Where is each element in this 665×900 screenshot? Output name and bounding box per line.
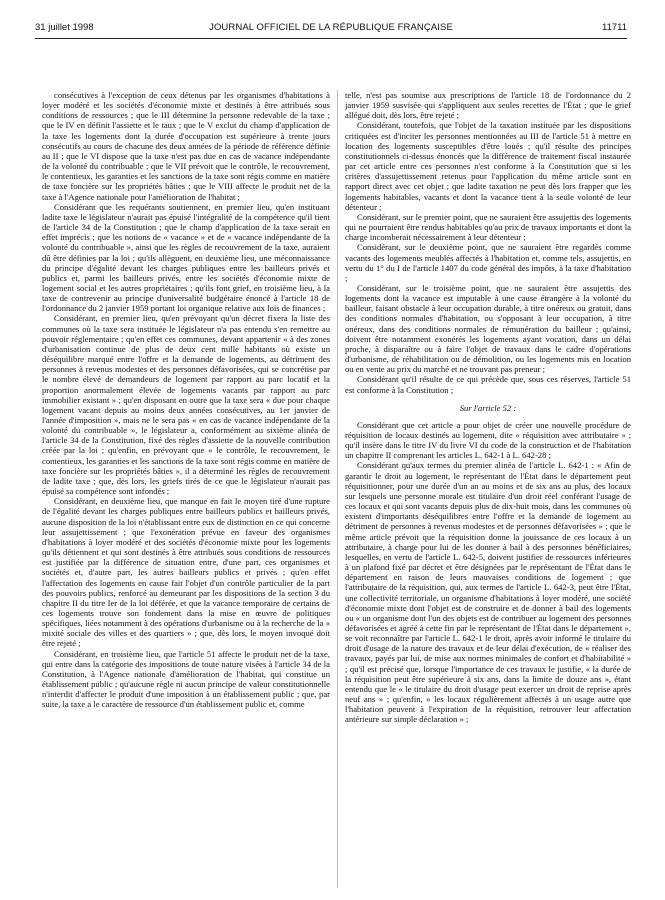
section-heading: Sur l'article 52 : — [459, 402, 517, 413]
paragraph: Considérant, sur le deuxième point, que ne sauraient être regardés comme vacants des logements meublés affectés à l'habitation et, comme tels, assujettis, en vertu du 1° du I de l'article 1407 du code général des impôts, à la taxe d'habitation ; — [345, 242, 631, 283]
paragraph: telle, n'est pas soumise aux prescriptions de l'article 18 de l'ordonnance du 2 janvier 1959 susvisée qui s'appliquent aux seules recettes de l'État ; que le grief allégué doit, dès lors, être rejeté ; — [345, 90, 631, 121]
paragraph: Considérant que les requérants soutiennent, en premier lieu, qu'en instituant ladite taxe le législateur n'aurait pas épuisé l'intégralité de la compétence qu'il tient de l'article 34 de la Constitution ; que le champ d'application de la taxe serait en effet imprécis ; que les notions de « vacance » et de « vacance indépendante de la volonté du contribuable », ainsi que les règles de recouvrement de la taxe, auraient dû être définies par la loi ; qu'ils allèguent, en deuxième lieu, une méconnaissance du principe d'égalité devant les charges publiques entre les bailleurs privés et publics et, parmi les bailleurs privés, entre les sociétés d'économie mixte de logement social et les autres propriétaires ; qu'ils font grief, en troisième lieu, à la taxe de contrevenir au principe d'universalité budgétaire énoncé à l'article 18 de l'ordonnance du 2 janvier 1959 portant loi organique relative aux lois de finances ; — [42, 201, 330, 314]
paragraph: Considérant, en deuxième lieu, que manque en fait le moyen tiré d'une rupture de l'égalité devant les charges publiques entre bailleurs publics et bailleurs privés, aucune disposition de la loi n'établissant entre eux de distinction en ce qui concerne leur assujettissement ; que l'exonération prévue en faveur des organismes d'habitations à loyer modéré et des sociétés d'économie mixte pour les logements qu'ils détiennent et qui sont destinés à être attribués sous conditions de ressources est justifiée par la différence de situation entre, d'une part, ces organismes et sociétés et, d'autre part, les autres bailleurs publics et privés ; qu'en effet l'affectation des logements en cause fait l'objet d'un contrôle particulier de la part des pouvoirs publics, renforcé au demeurant par les dispositions de la section 3 du chapitre II du titre Ier de la loi déférée, et que la vacance temporaire de certains de ces logements trouve son fondement dans la mise en œuvre de politiques spécifiques, liées notamment à des opérations d'urbanisme ou à la recherche de la « mixité sociale des villes et des quartiers » ; que, dès lors, le moyen invoqué doit être rejeté ; — [42, 496, 330, 649]
paragraph: consécutives à l'exception de ceux détenus par les organismes d'habitations à loyer modéré et les sociétés d'économie mixte et destinés à être attribués sous conditions de ressources ; que le III détermine la personne redevable de la taxe ; que le IV en définit l'assiette et le taux ; que le V exclut du champ d'application de la taxe les logements dont la durée d'occupation est supérieure à trente jours consécutifs au cours de chacune des deux années de la période de référence définie au II ; que le VI dispose que la taxe n'est pas due en cas de vacance indépendante de la volonté du contribuable ; que le VII prévoit que le contrôle, le recouvrement, le contentieux, les garanties et les sanctions de la taxe sont régis comme en matière de taxe foncière sur les propriétés bâties ; que le VIII affecte le produit net de la taxe à l'Agence nationale pour l'amélioration de l'habitat ; — [42, 90, 330, 202]
paragraph: Considérant, en premier lieu, qu'en prévoyant qu'un décret fixera la liste des communes où la taxe sera instituée le législateur n'a pas entendu s'en remettre au pouvoir réglementaire ; qu'en effet ces communes, devant appartenir « à des zones d'urbanisation continue de plus de deux cent mille habitants où existe un déséquilibre marqué entre l'offre et la demande de logements, au détriment des personnes à revenus modestes et des personnes défavorisées, qui se concrétise par le nombre élevé de demandeurs de logement par rapport au parc locatif et la proportion anormalement élevée de logements vacants par rapport au parc immobilier existant » ; qu'en disposant en outre que la taxe sera « due pour chaque logement vacant depuis au moins deux années consécutives, au 1er janvier de l'année d'imposition », mais ne le sera pas « en cas de vacance indépendante de la volonté du contribuable », le législateur a, conformément au sixième alinéa de l'article 34 de la Constitution, fixé des règles d'assiette de la nouvelle contribution créée par la loi ; qu'enfin, en prévoyant que « le contrôle, le recouvrement, le contentieux, les garanties et les sanctions de la taxe sont régis comme en matière de taxe foncière sur les propriétés bâties », il a déterminé les règles de recouvrement de ladite taxe ; que, dès lors, les griefs tirés de ce que le législateur n'aurait pas épuisé sa compétence sont infondés ; — [42, 313, 330, 497]
publication-date: 31 juillet 1998 — [35, 22, 94, 33]
paragraph: Considérant qu'il résulte de ce qui précède que, sous ces réserves, l'article 51 est conforme à la Constitution ; — [345, 374, 631, 395]
right-column — [345, 90, 631, 890]
paragraph: Considérant que cet article a pour objet de créer une nouvelle procédure de réquisition de locaux destinés au logement, dite « réquisition avec attributaire » ; qu'il insère dans le titre IV du livre VI du code de la construction et de l'habitation un chapitre II comprenant les articles L. 642-1 à L. 642-28 ; — [345, 419, 631, 461]
journal-title: JOURNAL OFFICIEL DE LA RÉPUBLIQUE FRANÇAISE — [209, 22, 453, 33]
page-number: 11711 — [601, 22, 627, 33]
page-header — [35, 22, 627, 36]
paragraph: Considérant, sur le premier point, que ne sauraient être assujettis des logements qui ne pourraient être rendus habitables qu'au prix de travaux importants et dont la charge incomberait nécessairement à leur détenteur ; — [345, 211, 631, 243]
left-column — [42, 90, 330, 890]
paragraph: Considérant qu'aux termes du premier alinéa de l'article L. 642-1 : « Afin de garantir le droit au logement, le représentant de l'État dans le département peut réquisitionner, pour une durée d'un an au moins et de six ans au plus, des locaux sur lesquels une personne morale est titulaire d'un droit réel conférant l'usage de ces locaux et qui sont vacants depuis plus de dix-huit mois, dans les communes où existent d'importants déséquilibres entre l'offre et la demande de logement au détriment de personnes à revenus modestes et de personnes défavorisées » ; que le même article prévoit que la réquisition donne la jouissance de ces locaux à un attributaire, à charge pour lui de les donner à bail à des personnes bénéficiaires, lesquelles, en vertu de l'article L. 642-5, doivent justifier de ressources inférieures à un plafond fixé par décret et être désignées par le représentant de l'État dans le département en raison de leurs mauvaises conditions de logement ; que l'attributaire de la réquisition, qui, aux termes de l'article L. 642-3, peut être l'État, une collectivité territoriale, un organisme d'habitations à loyer modéré, une société d'économie mixte dont l'objet est de construire et de donner à bail des logements ou « un organisme dont l'un des objets est de contribuer au logement des personnes défavorisées et agréé à cette fin par le représentant de l'État dans le département », se voit reconnaître par l'article L. 642-1 le droit, après avoir informé le titulaire du droit d'usage de la nature des travaux et de leur délai d'exécution, de « réaliser des travaux, payés par lui, de mise aux normes minimales de confort et d'habitabilité » ; qu'il est précisé que, lorsque l'importance de ces travaux le justifie, « la durée de la réquisition peut être supérieure à six ans, dans la limite de douze ans », étant entendu que le « le titulaire du droit d'usage peut exercer un droit de reprise après neuf ans » ; qu'enfin, « les locaux régulièrement affectés à un usage autre que l'habitation peuvent à l'expiration de la réquisition, retrouver leur affectation antérieure sur simple déclaration » ; — [345, 460, 631, 725]
column-divider — [337, 90, 338, 888]
header-rule — [35, 38, 627, 39]
paragraph: Considérant, en troisième lieu, que l'article 51 affecte le produit net de la taxe, qui entre dans la catégorie des impositions de toute nature visées à l'article 34 de la Constitution, à l'Agence nationale d'amélioration de l'habitat, qui constitue un établissement public ; qu'aucune règle ni aucun principe de valeur constitutionnelle n'interdit d'affecter le produit d'une imposition à un établissement public ; que, par suite, la taxe a le caractère de ressource d'un établissement public et, comme — [42, 648, 330, 710]
paragraph: Considérant, toutefois, que l'objet de la taxation instituée par les dispositions critiquées est d'inciter les personnes mentionnées au III de l'article 51 à mettre en location des logements susceptibles d'être loués ; qu'il résulte des principes constitutionnels ci-dessus énoncés que la différence de traitement fiscal instaurée par cet article entre ces personnes n'est conforme à la Constitution que si les critères d'assujettissement retenus pour l'application du même article sont en rapport direct avec cet objet ; que ladite taxation ne peut dès lors frapper que les logements habitables, vacants et dont la vacance tient à la seule volonté de leur détenteur ; — [345, 120, 631, 212]
paragraph: Considérant, sur le troisième point, que ne sauraient être assujettis des logements dont la vacance est imputable à une cause étrangère à la volonté du bailleur, faisant obstacle à leur occupation durable, à titre onéreux ou gratuit, dans des conditions normales d'habitation, ou s'opposant à leur occupation, à titre onéreux, dans des conditions normales de rémunération du bailleur ; qu'ainsi, doivent être notamment exonérés les logements ayant vocation, dans un délai proche, à disparaître ou à faire l'objet de travaux dans le cadre d'opérations d'urbanisme, de réhabilitation ou de démolition, ou les logements mis en location ou en vente au prix du marché et ne trouvant pas preneur ; — [345, 282, 631, 375]
